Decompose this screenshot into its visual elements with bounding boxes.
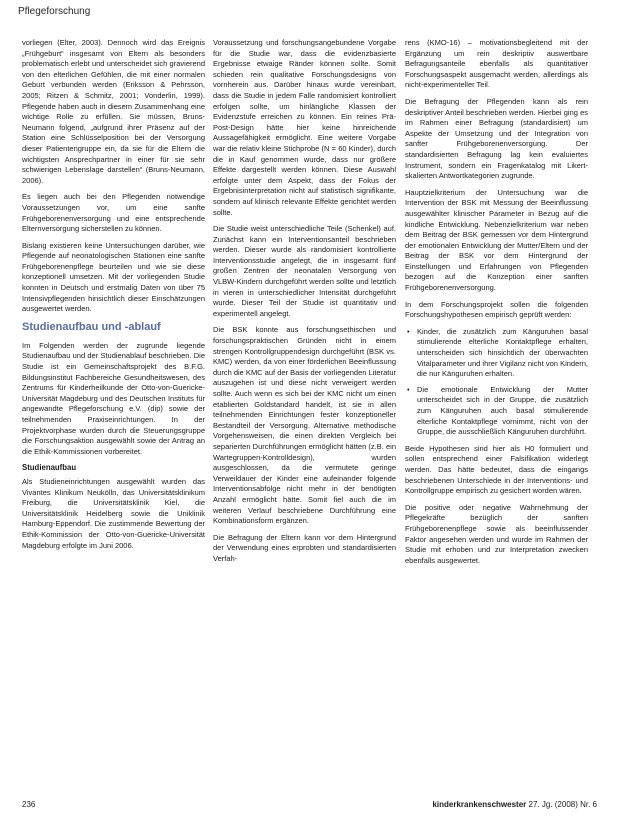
section-heading: Studienaufbau und -ablauf bbox=[22, 320, 161, 333]
paragraph: Beide Hypothesen sind hier als H0 formuliert und sollen entsprechend einer Falsifikation widerlegt werden. Das hätte bedeutet, dass die eingangs beschriebenen Unterschiede in der Interventions- und Kontrollgruppe empirisch zu gesichert worden wären. bbox=[405, 443, 588, 496]
page-number: 236 bbox=[22, 800, 36, 809]
paragraph: Die positive oder negative Wahrnehmung der Pflegekräfte bezüglich der sanften Frühgeborenenpflege sowie als beeinflussender Faktor angesehen werden und wurde im Rahmen der Studie mit erhoben und zur Interpretation zwecken ebenfalls ausgewertet. bbox=[405, 502, 588, 565]
hypotheses-list bbox=[405, 327, 588, 438]
paragraph: rens (KMO-16) – motivationsbegleitend mit der Ergänzung um rein deskriptiv auswertbare Befragungsanteile ebenfalls als quantitativer Forschungsaspekt ausgemacht werden, allerdings als nicht-experimenteller Teil. bbox=[405, 38, 588, 90]
column-right bbox=[405, 38, 588, 572]
paragraph: Hauptzielkriterium der Untersuchung war die Intervention der BSK mit Messung der Beeinflussung ausgewählter klinischer Parameter in Bezug auf die kindliche Entwicklung. Nebenzielkriterium war neben dem Beitrag der BSK gemessen vor dem Hintergrund der emotionalen Entwicklung der Mutter/Eltern und der Beitrag der BSK vor dem Hintergrund der Einstellungen und Erfahrungen von Pflegenden bezogen auf die Konzeption einer sanften Frühgeborenenversorgung. bbox=[405, 187, 588, 293]
paragraph: Voraussetzung und forschungsangebundene Vorgabe für die Studie war, dass die evidenzbasierte Ergebnisse etwaige Ränder können sollte. Somit schieden rein qualitative Forschungsdesigns von vornherein aus. Darüber hinaus wurde vereinbart, dass die Studie in jedem Falle randomisiert kontrolliert erfolgen sollte, um hinlängliche Klassen der Evidenzstufe erreichen zu können. Ein reines Prä-Post-Design hätte hier keine hinreichende Aussagefähigkeit ermöglicht. Eine weitere Vorgabe war die relativ kleine Stichprobe (N = 60 Kinder), durch die in Kauf genommen wurde, dass nur größere Effekte dargestellt werden können. Diese Auswahl erfolgte unter dem Aspekt, dass der Fokus der Ergebnisinterpretation nicht auf statistisch signifikante, sondern auf klinisch relevante Effekte gerichtet werden sollte. bbox=[213, 38, 396, 217]
journal-issue: 27. Jg. (2008) Nr. 6 bbox=[528, 800, 597, 809]
paragraph: Als Studieneinrichtungen ausgewählt wurden das Vivantes Klinikum Neukölln, das Universitätsklinikum Freiburg, die Universitätsklinik Kiel, die Universitätsklinik Heidelberg sowie die Uniklinik Hamburg-Eppendorf. Die zustimmende Bewertung der Ethik-Kommission der Otto-von-Guericke-Universität Magdeburg erfolgte im Juni 2006. bbox=[22, 476, 205, 550]
journal-name: kinderkrankenschwester bbox=[432, 800, 527, 809]
list-item: • Die emotionale Entwicklung der Mutter unterscheidet sich in der Gruppe, die zusätzlich zum Känguruhen auch basal stimulierende elterliche Kontaktpflege vornimmt, nicht von der Gruppe, die ausschließlich Känguruhen durchführt. bbox=[417, 385, 588, 438]
journal-citation bbox=[432, 800, 597, 809]
paragraph: Es liegen auch bei den Pflegenden notwendige Voraussetzungen vor, um eine sanfte Frühgeborenenversorgung und eine entsprechende Elternversorgung sicherstellen zu können. bbox=[22, 192, 205, 234]
paragraph: Die Befragung der Pflegenden kann als rein deskriptiver Anteil beschrieben werden. Hierbei ging es im Rahmen einer Befragung (standardisiert) um Aspekte der Umsetzung und der Integration von sanfter Frühgeborenenversorgung. Der standardisierten Befragung lag kein evaluiertes Instrument, sondern ein Fragenkatalog mit Likert-skalierten Antwortkategorien zugrunde. bbox=[405, 96, 588, 181]
paragraph: In dem Forschungsprojekt sollen die folgenden Forschungshypothesen empirisch geprüft werden: bbox=[405, 299, 588, 320]
column-middle bbox=[213, 38, 396, 571]
column-left bbox=[22, 38, 205, 557]
paragraph: Die BSK konnte aus forschungsethischen und forschungspraktischen Gründen nicht in einem strengen Kontrollgruppendesign durchgeführt (BSK vs. KMC) werden, da von einer förderlichen Beeinflussung durch die KMC auf der Basis der vorliegenden Literatur auszugehen ist und diese nicht verweigert werden sollte. Auch wenn es sich bei der KMC nicht um einen etablierten Goldstandard handelt, ist sie in allen teilnehmenden Einrichtungen fester konzeptioneller Bestandteil der Versorgung. Alternative methodische Vorgehensweisen, die einen direkten Vergleich bei separierten Durchführungen ermöglicht hätten (z.B. ein Wartegruppen-Kontrolldesign), wurden ausgeschlossen, da die vermutete geringe Verweildauer der Kinder eine aufeinander folgende Interventionsabfolge nicht mehr in der benötigten Anzahl ermöglicht hätte. Somit fiel auch die im weiteren Verlauf beschriebene Durchführung eine Kombinationsform ergänzen. bbox=[213, 325, 397, 526]
running-head: Pflegeforschung bbox=[18, 6, 91, 17]
paragraph: Bislang existieren keine Untersuchungen darüber, wie Pflegende auf neonatologischen Stationen eine sanfte Frühgeborenenpflege beurteilen und wie sie diese konzeptionell umsetzen. Mit der vorliegenden Studie konnten in Deutsch und erstmalig Daten von über 75 Intensivpflegenden hinsichtlich dieser Einschätzungen ausgewertet werden. bbox=[22, 240, 205, 314]
list-item: • Kinder, die zusätzlich zum Känguruhen basal stimulierende elterliche Kontaktpflege erhalten, unterscheiden sich hinsichtlich der überwachten Vitalparameter und ihrer Vigilanz nicht von Kindern, die nur Känguruhen erhalten. bbox=[417, 327, 588, 380]
paragraph: Die Studie weist unterschiedliche Teile (Schenkel) auf. Zunächst kann ein Interventionsanteil beschrieben werden. Dieser wurde als randomisiert kontrollierte Interventionsstudie angelegt, die in insgesamt fünf großen Zentren der neonatalen Versorgung von VLBW-Kindern durchgeführt werden sollte und letztlich in vieren in unterschiedlicher Intensität durchgeführt wurde. Dieser Teil der Studie ist quantitativ und experimentell angelegt. bbox=[213, 224, 396, 318]
paragraph: vorliegen (Elter, 2003). Dennoch wird das Ereignis „Frühgeburt“ insgesamt von Eltern als besonders problematisch erlebt und unterscheidet sich gravierend von den elterlichen Gefühlen, die mit einer normalen Geburt verbunden werden (Eriksson & Pehrsson, 2005; Ritzen & Schmitz, 2001; Vonderlin, 1999). Pflegende haben auch in diesem Zusammenhang eine wichtige Rolle zu erfüllen. Sie müssen, Bruns-Neumann folgend, „aufgrund ihrer Präsenz auf der Station eine Schlüsselposition bei der Versorgung dieser Patientengruppe ein, da sie für die Eltern die wichtigsten Ansprechpartner in einer für sie sehr schwierigen Lebenslage darstellen“ (Bruns-Neumann, 2006). bbox=[22, 38, 205, 185]
paragraph: Die Befragung der Eltern kann vor dem Hintergrund der Verwendung eines erprobten und standardisierten Verfah- bbox=[213, 532, 396, 563]
sub-heading: Studienaufbau bbox=[22, 463, 77, 473]
paragraph: Im Folgenden werden der zugrunde liegende Studienaufbau und der Studienablauf beschrieben. Die Studie ist ein Gemeinschaftsprojekt des B.F.G. Bildungsinstitut Fachbereiche Gesundheitswesen, des Zentrums für Kinderheilkunde der Otto-von-Guericke-Universität Magdeburg und des Deutschen Instituts für angewandte Pflegeforschung e.V. (dip) sowie der teilnehmenden Praxiseinrichtungen. In der Projektvorphase wurden durch die Steuerungsgruppe die Forschungsaktion ausgewählt sowie der Antrag an die Ethik-Kommissionen vorbereitet. bbox=[22, 340, 205, 456]
